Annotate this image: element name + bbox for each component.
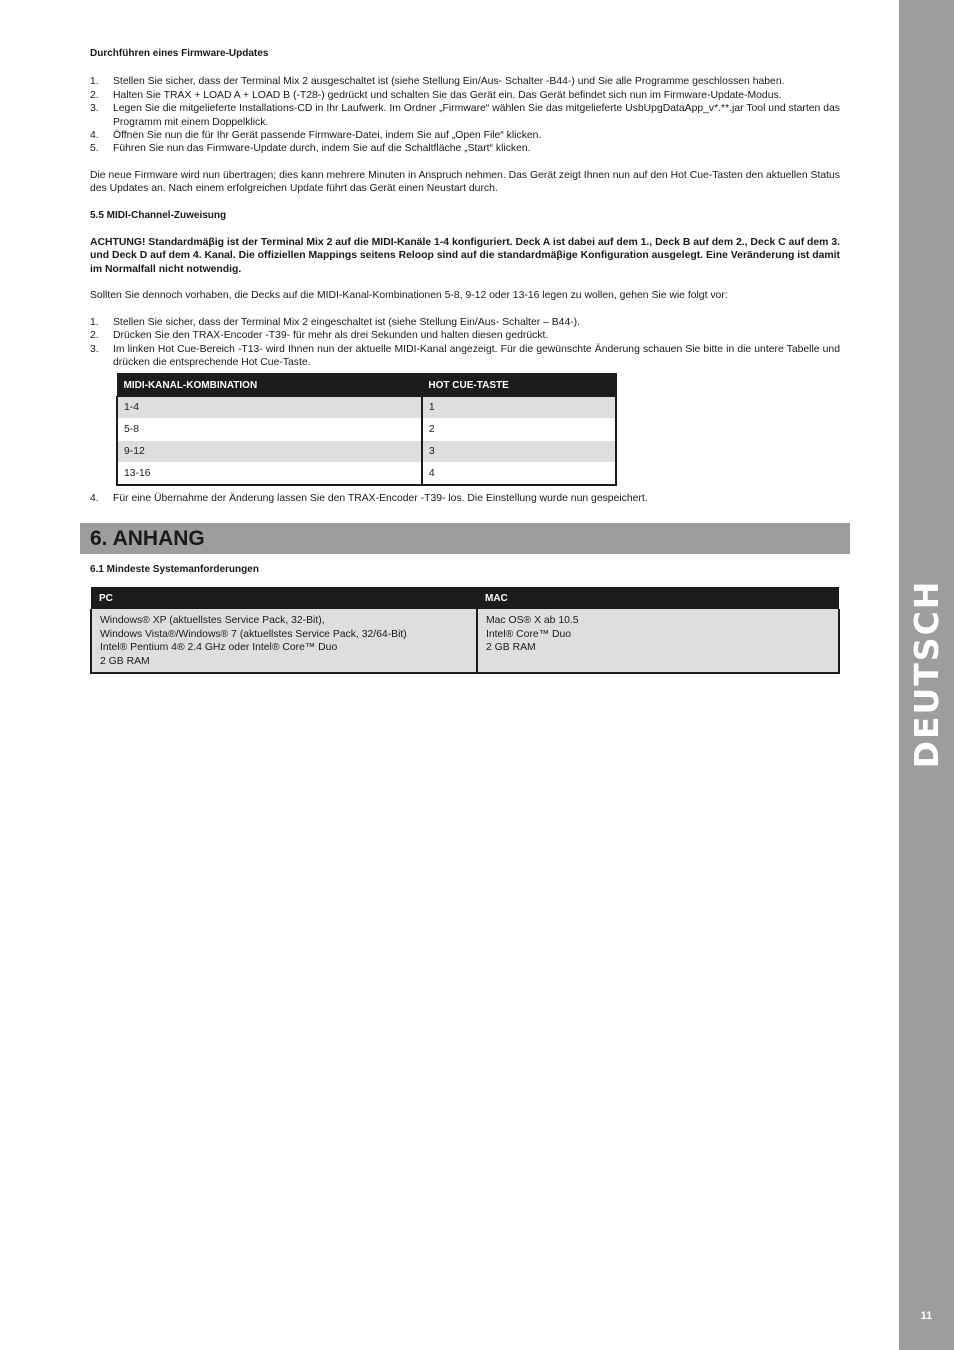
midi-heading: 5.5 MIDI-Channel-Zuweisung bbox=[90, 209, 227, 221]
midi-intro: Sollten Sie dennoch vorhaben, die Decks auf die MIDI-Kanal-Kombinationen 5-8, 9-12 oder 13-16 legen zu wollen, gehen Sie wie folgt vor: bbox=[90, 290, 728, 302]
list-item: 3. Im linken Hot Cue-Bereich -T13- wird Ihnen nun der aktuelle MIDI-Kanal angezeigt. Für die gewünschte Änderung schauen Sie bitte in die untere Tabelle und drücken die entsprechende Hot Cue-Taste. bbox=[90, 343, 840, 368]
midi-channel-table bbox=[116, 373, 617, 486]
table-cell: 2 bbox=[422, 419, 616, 441]
appendix-section-bar bbox=[80, 523, 850, 554]
list-item: 4. Öffnen Sie nun die für Ihr Gerät passende Firmware-Datei, indem Sie auf „Open File“ klicken. bbox=[90, 130, 542, 142]
list-item: 5. Führen Sie nun das Firmware-Update durch, indem Sie auf die Schaltfläche „Start“ klicken. bbox=[90, 143, 531, 155]
pc-requirements-cell: Windows® XP (aktuellstes Service Pack, 32-Bit), Windows Vista®/Windows® 7 (aktuellstes Service Pack, 32/64-Bit) Intel® Pentium 4® 2.4 GHz oder Intel® Core™ Duo 2 GB RAM bbox=[91, 609, 477, 673]
list-item: 2. Drücken Sie den TRAX-Encoder -T39- für mehr als drei Sekunden und halten diesen gedrückt. bbox=[90, 330, 549, 342]
midi-final-step bbox=[90, 492, 840, 505]
table-row bbox=[117, 397, 616, 419]
column-header: HOT CUE-TASTE bbox=[422, 374, 616, 397]
table-cell: 1-4 bbox=[117, 397, 422, 419]
appendix-title: 6. ANHANG bbox=[90, 527, 205, 550]
table-header-row bbox=[117, 374, 616, 397]
table-cell: 1 bbox=[422, 397, 616, 419]
list-item: 1. Stellen Sie sicher, dass der Terminal Mix 2 ausgeschaltet ist (siehe Stellung Ein/Aus- Schalter -B44-) und Sie alle Programme geschlossen haben. bbox=[90, 76, 785, 88]
system-requirements-table bbox=[90, 587, 840, 674]
table-cell: 9-12 bbox=[117, 441, 422, 463]
column-header: MIDI-KANAL-KOMBINATION bbox=[117, 374, 422, 397]
list-item: 3. Legen Sie die mitgelieferte Installations-CD in Ihr Laufwerk. Im Ordner „Firmware“ wählen Sie das mitgelieferte UsbUpgDataApp_v*.**.jar Tool und starten das Programm mit einem Doppelklick. bbox=[90, 103, 840, 128]
firmware-steps bbox=[90, 75, 840, 155]
midi-steps bbox=[90, 316, 840, 370]
list-item: 2. Halten Sie TRAX + LOAD A + LOAD B (-T28-) gedrückt und schalten Sie das Gerät ein. Das Gerät befindet sich nun im Firmware-Update-Modus. bbox=[90, 89, 782, 101]
system-requirements-heading: 6.1 Mindeste Systemanforderungen bbox=[90, 564, 259, 575]
table-row bbox=[117, 463, 616, 486]
table-cell: 4 bbox=[422, 463, 616, 486]
midi-warning: ACHTUNG! Standardmäβig ist der Terminal Mix 2 auf die MIDI-Kanäle 1-4 konfiguriert. Deck A ist dabei auf dem 1., Deck B auf dem 2., Deck C auf dem 3. und Deck D auf dem 4. Kanal. Die offiziellen Mappings seitens Reloop sind auf die standardmäβige Konfiguration ausgelegt. Eine Veränderung ist damit im Normalfall nicht notwendig. bbox=[90, 237, 840, 275]
language-label: DEUTSCH bbox=[907, 579, 946, 769]
appendix-content bbox=[90, 563, 840, 674]
page-number: 11 bbox=[920, 1310, 933, 1322]
column-header: MAC bbox=[477, 587, 839, 609]
table-row bbox=[117, 419, 616, 441]
table-cell: 13-16 bbox=[117, 463, 422, 486]
column-header: PC bbox=[91, 587, 477, 609]
table-cell: 3 bbox=[422, 441, 616, 463]
mac-requirements-cell: Mac OS® X ab 10.5 Intel® Core™ Duo 2 GB RAM bbox=[477, 609, 839, 673]
table-cell: 5-8 bbox=[117, 419, 422, 441]
table-row bbox=[117, 441, 616, 463]
table-row bbox=[91, 609, 839, 673]
firmware-note: Die neue Firmware wird nun übertragen; dies kann mehrere Minuten in Anspruch nehmen. Das Gerät zeigt Ihnen nun auf den Hot Cue-Tasten den aktuellen Status des Updates an. Nach einem erfolgreichen Update führt das Gerät einen Neustart durch. bbox=[90, 169, 840, 195]
table-header-row bbox=[91, 587, 839, 609]
list-item: 4. Für eine Übernahme der Änderung lassen Sie den TRAX-Encoder -T39- los. Die Einstellung wurde nun gespeichert. bbox=[90, 493, 648, 505]
main-content bbox=[90, 47, 840, 506]
list-item: 1. Stellen Sie sicher, dass der Terminal Mix 2 eingeschaltet ist (siehe Stellung Ein/Aus- Schalter – B44-). bbox=[90, 316, 581, 328]
firmware-heading: Durchführen eines Firmware-Updates bbox=[90, 48, 269, 59]
